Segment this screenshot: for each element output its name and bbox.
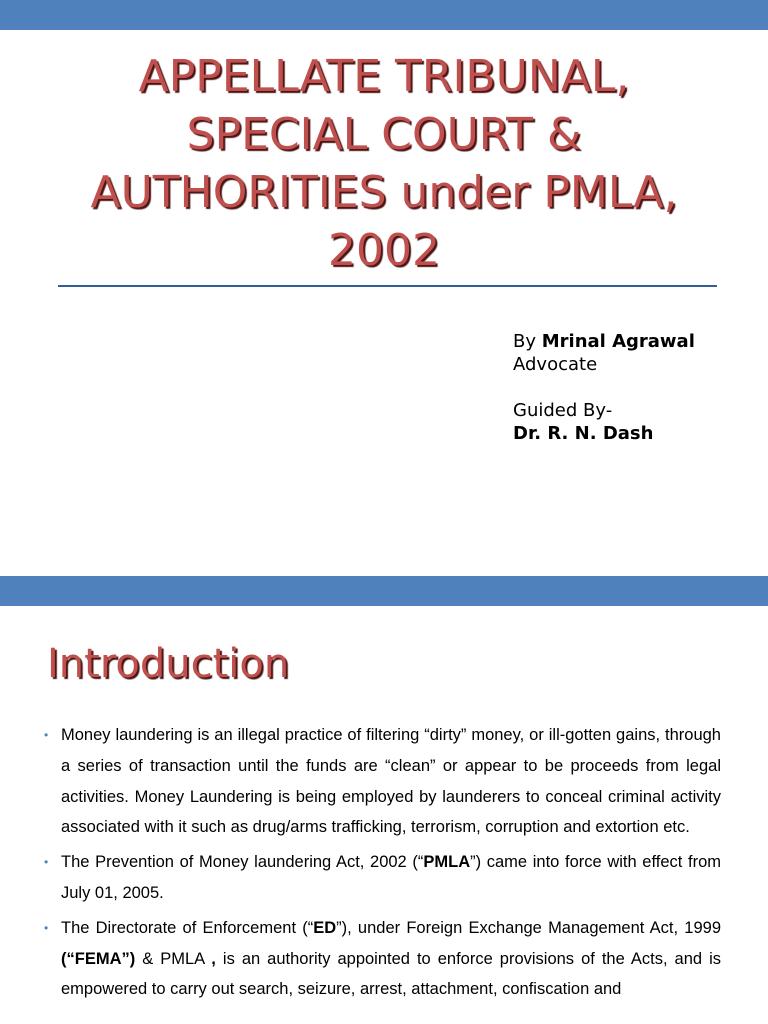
bullet-bold-text: ED [313, 918, 337, 937]
introduction-slide [0, 576, 768, 1024]
title-line: 2002 [328, 225, 440, 276]
bullet-text: & PMLA [135, 949, 212, 968]
slide-title [40, 48, 728, 280]
bullet-text: ”), under Foreign Exchange Management Act, 1999 [336, 918, 721, 937]
bullet-text: Money laundering is an illegal practice of filtering “dirty” money, or ill-gotten gains, through a series of transaction until the funds are “clean” or appear to be proceeds from legal activities. Money Laundering is being employed by launderers to conceal criminal activity associated with it such as drug/arms trafficking, terrorism, corruption and extortion etc. [61, 726, 721, 837]
author-line [513, 330, 695, 353]
title-line: APPELLATE TRIBUNAL, [138, 51, 630, 102]
title-line: SPECIAL COURT & [186, 109, 582, 160]
bullet-text: The Directorate of Enforcement (“ [61, 918, 314, 937]
guide-name: Dr. R. N. Dash [513, 423, 654, 444]
bullet-icon: • [44, 920, 49, 935]
spacer [513, 376, 695, 399]
bullet-text: ”) came into force with effect from July 01, 2005. [61, 853, 721, 902]
author-role: Advocate [513, 354, 598, 375]
slide-top-bar [0, 576, 768, 606]
bullet-text: is an authority appointed to enforce provisions of the Acts, and is empowered to carry out search, seizure, arrest, attachment, confiscation and [61, 949, 722, 999]
title-divider [58, 285, 717, 287]
bullet-item [44, 913, 721, 1005]
author-name: Mrinal Agrawal [541, 331, 695, 352]
bullet-text: The Prevention of Money laundering Act, 2002 (“ [61, 853, 424, 872]
author-prefix: By [513, 331, 542, 352]
slide-heading: Introduction [47, 641, 290, 687]
author-block [513, 330, 695, 445]
bullet-bold-text: , [211, 949, 216, 968]
bullet-item [44, 720, 721, 843]
bullet-bold-text: PMLA [423, 853, 471, 872]
slide-top-bar [0, 0, 768, 30]
title-line: AUTHORITIES under PMLA, [90, 167, 678, 218]
bullet-item [44, 847, 721, 909]
bullet-icon: • [44, 855, 49, 870]
bullet-bold-text: (“FEMA”) [61, 949, 136, 968]
guided-by-label: Guided By- [513, 400, 613, 421]
bullet-list [44, 720, 721, 1009]
bullet-icon: • [44, 728, 49, 742]
